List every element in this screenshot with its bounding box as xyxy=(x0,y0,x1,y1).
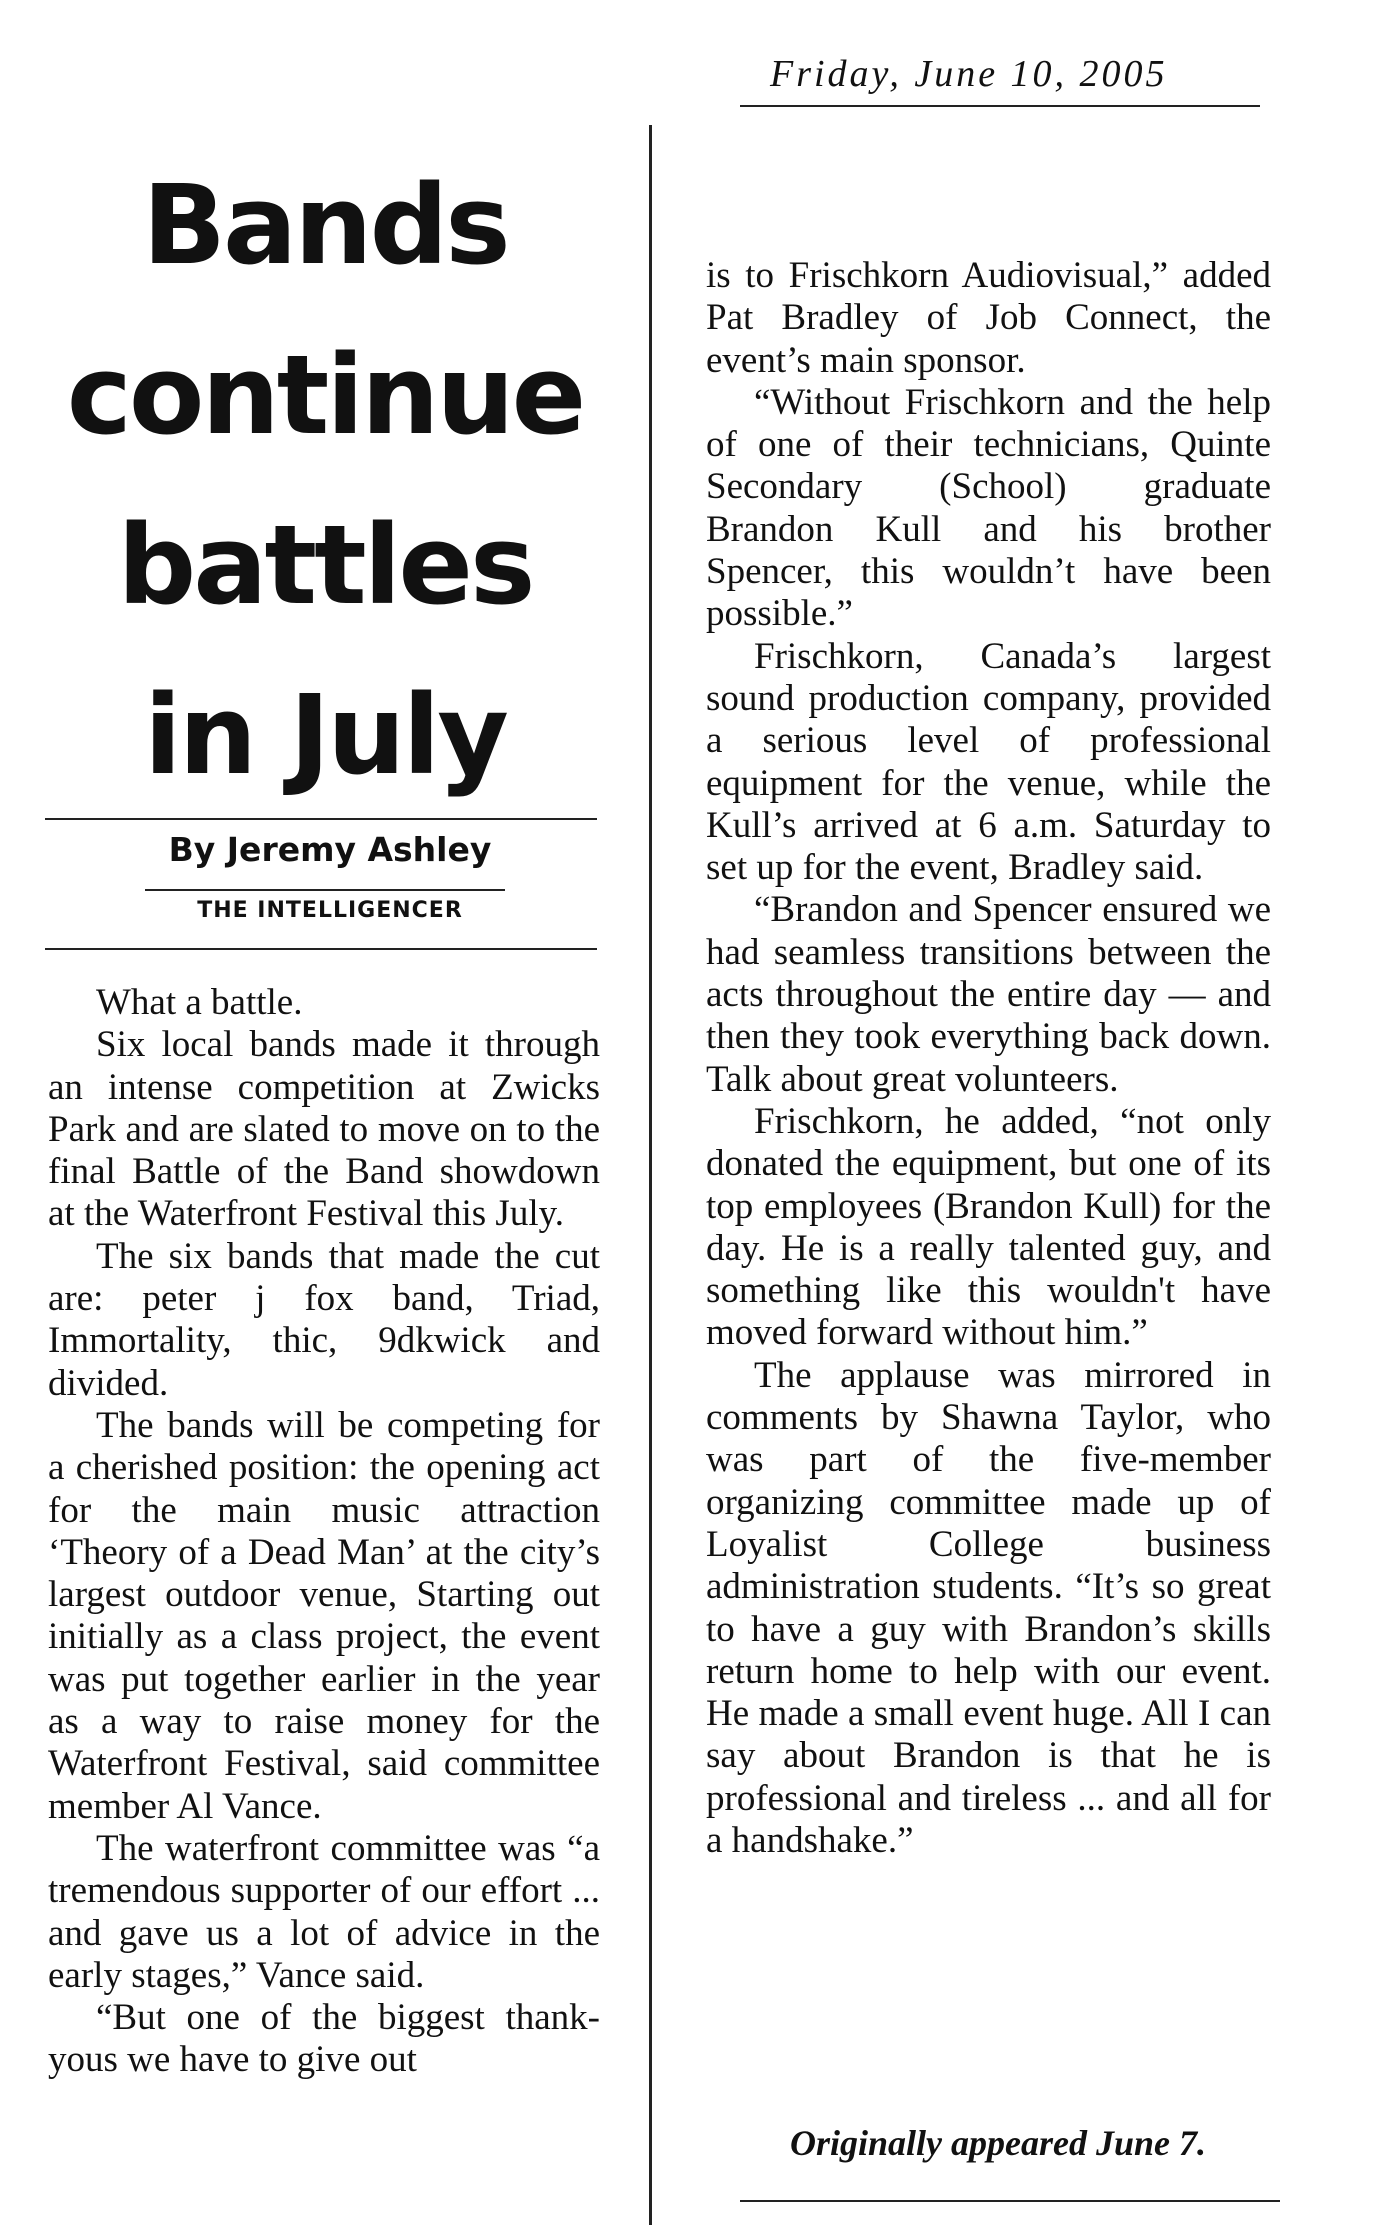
original-publication-note: Originally appeared June 7. xyxy=(790,2123,1207,2163)
headline-line: Bands xyxy=(142,161,508,289)
article-column-right xyxy=(706,255,1271,1862)
paragraph: “But one of the biggest thank-yous we have to give out xyxy=(48,1997,600,2081)
byline: By Jeremy Ashley xyxy=(168,830,492,869)
headline xyxy=(45,140,605,820)
dateline: Friday, June 10, 2005 xyxy=(770,53,1168,95)
headline-line: battles xyxy=(117,501,533,629)
newspaper-name: THE INTELLIGENCER xyxy=(197,898,463,923)
paragraph: What a battle. xyxy=(96,982,303,1023)
byline-bottom-rule xyxy=(45,948,597,950)
credit-rule xyxy=(740,2200,1280,2202)
paragraph: The bands will be competing for a cherished position: the opening act for the main music attraction ‘Theory of a Dead Man’ at the city’s largest outdoor venue, Starting out initially as a class project, the event was put together earlier in the year as a way to raise money for the Waterfront Festival, said committee member Al Vance. xyxy=(48,1404,600,1827)
paragraph: Frischkorn, Canada’s largest sound production company, provided a serious level of professional equipment for the venue, while the Kull’s arrived at 6 a.m. Saturday to set up for the event, Bradley said. xyxy=(706,635,1271,889)
article-column-left xyxy=(48,982,600,2082)
paragraph: Frischkorn, he added, “not only donated the equipment, but one of its top employees (Brandon Kull) for the day. He is a really talented guy, and something like this wouldn't have moved forward without him.” xyxy=(706,1100,1271,1354)
byline-rule xyxy=(145,889,505,891)
paragraph: “Brandon and Spencer ensured we had seamless transitions between the acts throughout the entire day — and then they took everything back down. Talk about great volunteers. xyxy=(706,889,1271,1100)
headline-rule xyxy=(45,818,597,820)
dateline-rule xyxy=(740,105,1260,107)
paragraph: Six local bands made it through an intense competition at Zwicks Park and are slated to move on to the final Battle of the Band showdown at the Waterfront Festival this July. xyxy=(48,1024,600,1235)
headline-line: in July xyxy=(144,671,506,799)
paragraph: “Without Frischkorn and the help of one of their technicians, Quinte Secondary (School) graduate Brandon Kull and his brother Spencer, this wouldn’t have been possible.” xyxy=(706,381,1271,635)
paragraph: The applause was mirrored in comments by Shawna Taylor, who was part of the five-member organizing committee made up of Loyalist College business administration students. “It’s so great to have a guy with Brandon’s skills return home to help with our event. He made a small event huge. All I can say about Brandon is that he is professional and tireless ... and all for a handshake.” xyxy=(706,1354,1271,1861)
paragraph: The six bands that made the cut are: peter j fox band, Triad, Immortality, thic, 9dkwick and divided. xyxy=(48,1235,600,1404)
paragraph: is to Frischkorn Audiovisual,” added Pat Bradley of Job Connect, the event’s main sponsor. xyxy=(706,255,1271,381)
column-divider xyxy=(649,125,652,2225)
headline-line: continue xyxy=(66,331,584,459)
paragraph: The waterfront committee was “a tremendous supporter of our effort ... and gave us a lot of advice in the early stages,” Vance said. xyxy=(48,1827,600,1996)
